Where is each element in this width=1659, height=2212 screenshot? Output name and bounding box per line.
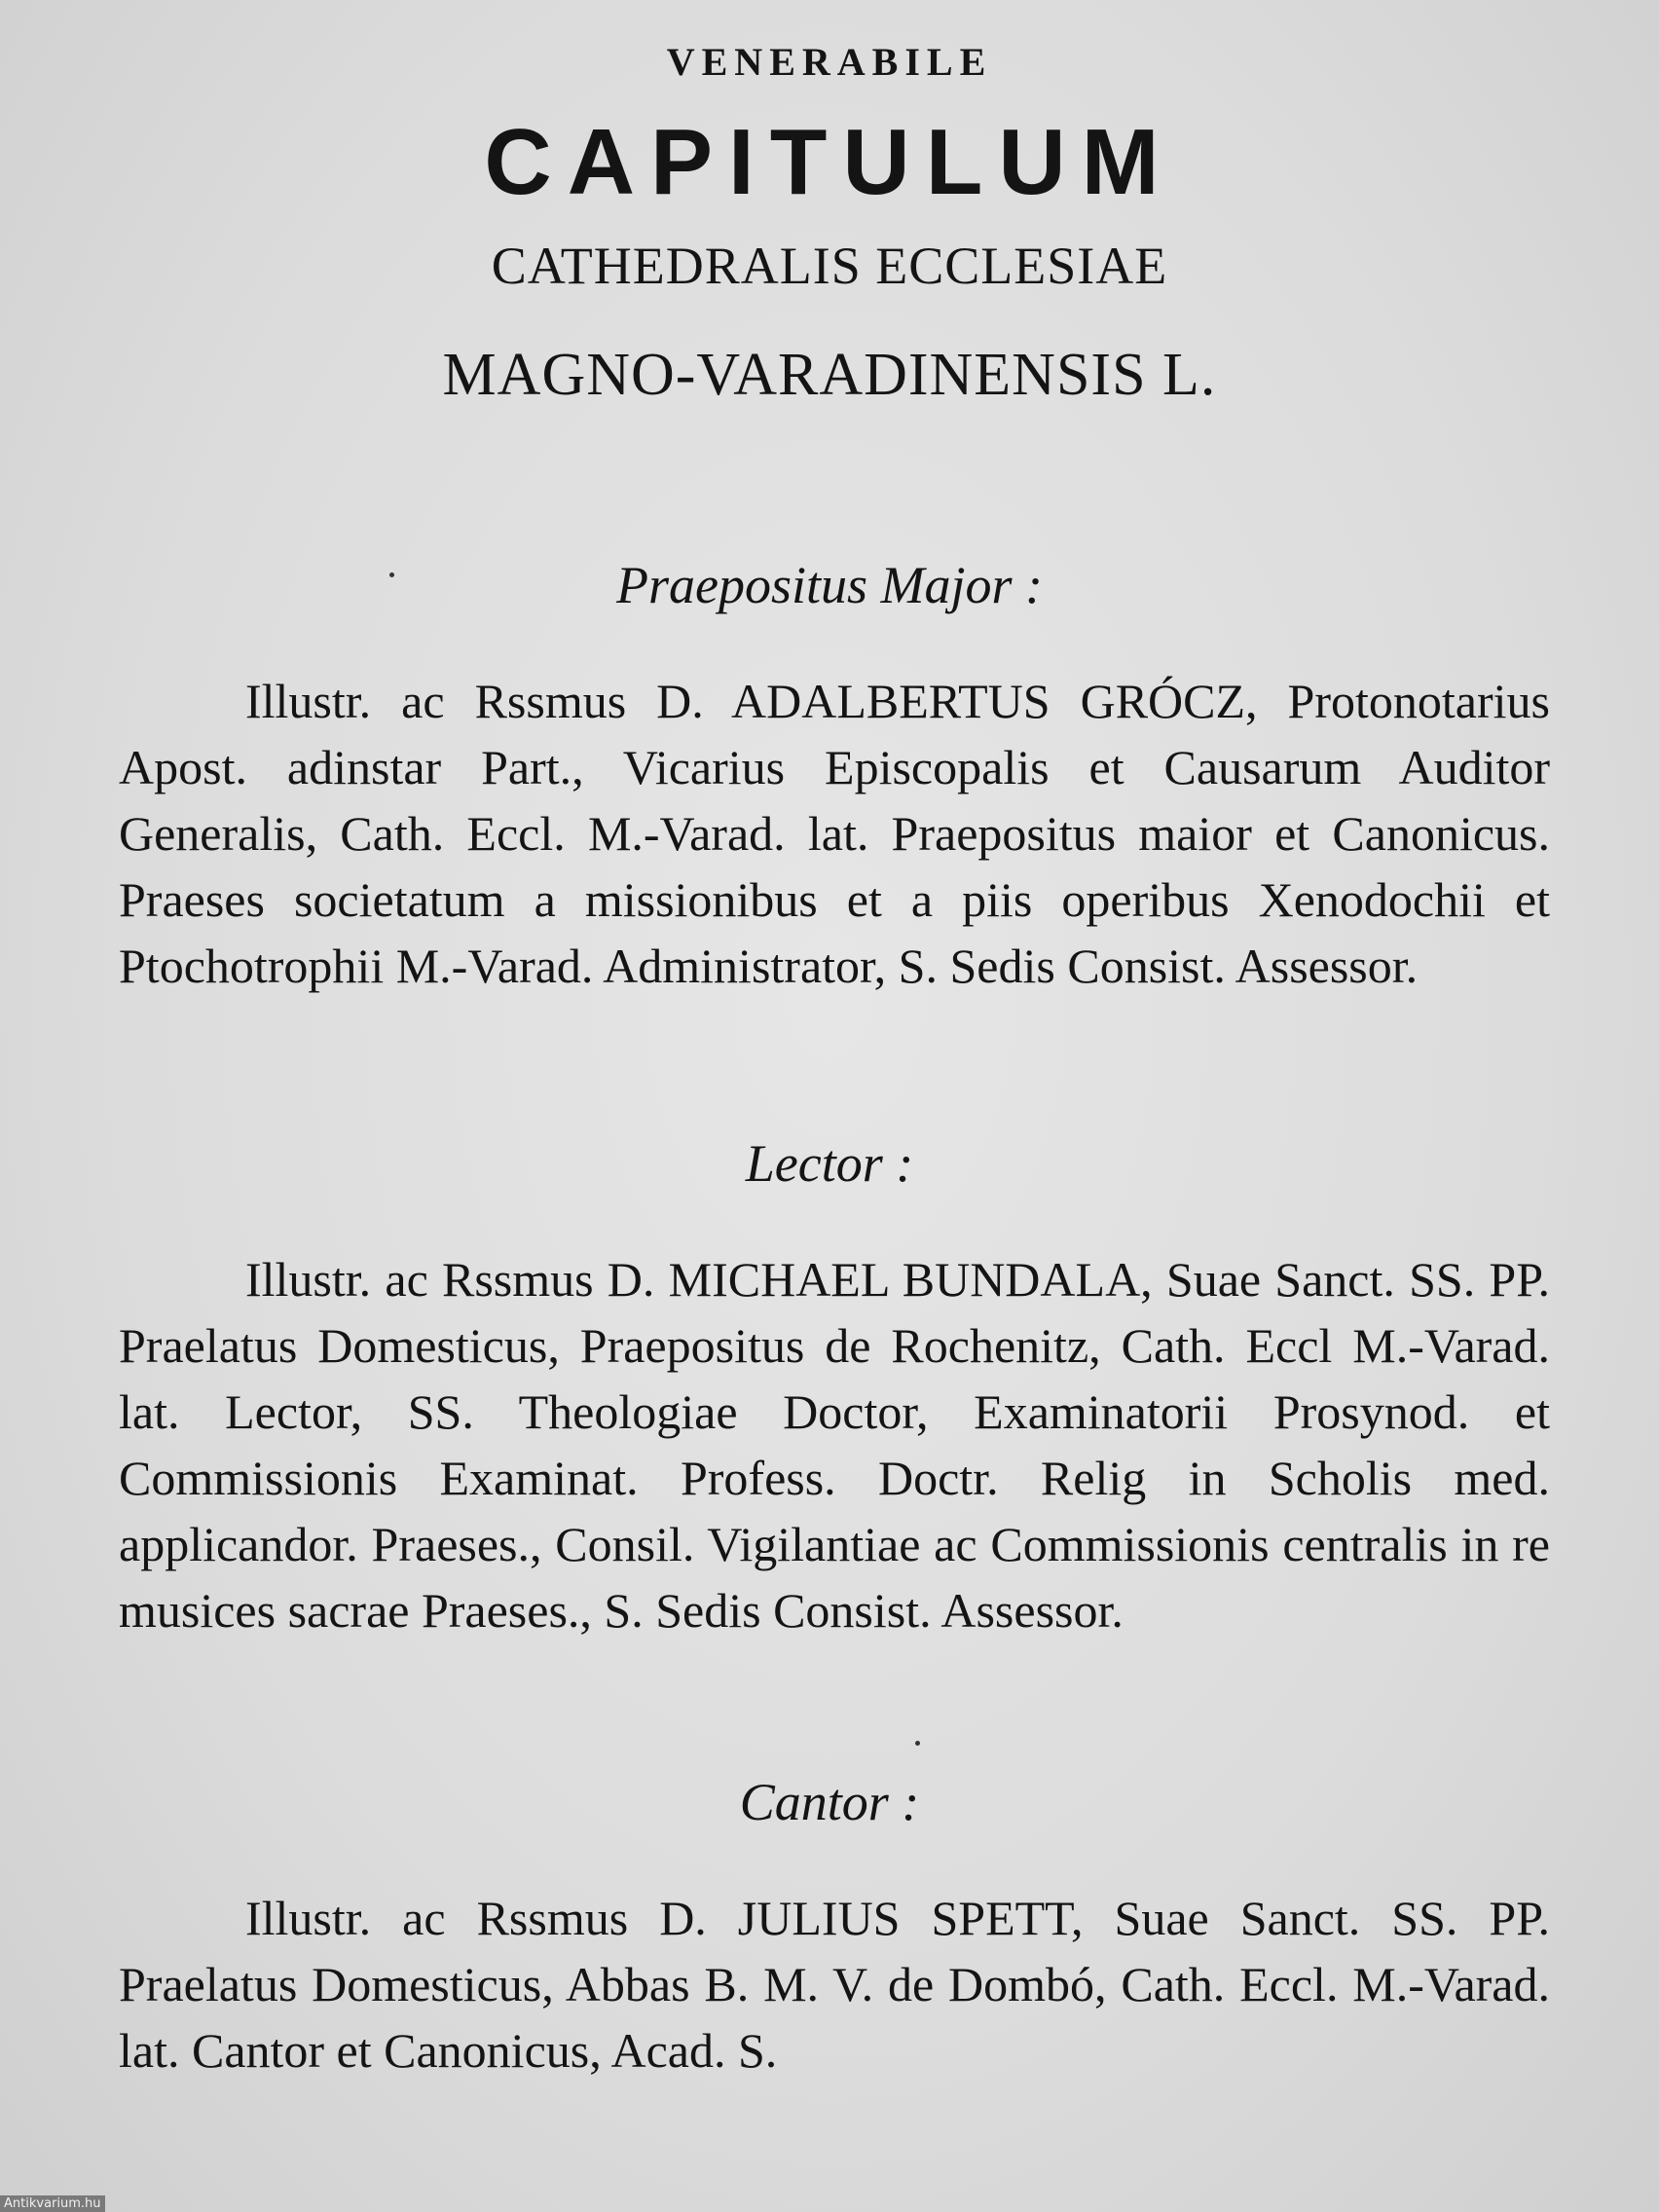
header-magno-varadinensis: MAGNO-VARADINENSIS L. [442, 342, 1217, 408]
header-cathedralis: CATHEDRALIS ECCLESIAE [491, 237, 1168, 295]
section-body-praepositus: Illustr. ac Rssmus D. ADALBERTUS GRÓCZ, Protonotarius Apost. adinstar Part., Vicarius Episcopalis et Causarum Auditor Generalis, Cath. Eccl. M.-Varad. lat. Praepositus maior et Canonicus. Praeses societatum a missionibus et a piis operibus Xenodochii et Ptochotrophii M.-Varad. Administrator, S. Sedis Consist. Assessor. [119, 674, 1550, 993]
header-venerabile: VENERABILE [666, 40, 993, 84]
section-title-praepositus: Praepositus Major : [616, 556, 1043, 614]
section-title-cantor: Cantor : [739, 1773, 920, 1831]
section-body-cantor: Illustr. ac Rssmus D. JULIUS SPETT, Suae Sanct. SS. PP. Praelatus Domesticus, Abbas B. M. V. de Dombó, Cath. Eccl. M.-Varad. lat. Cantor et Canonicus, Acad. S. [119, 1891, 1550, 2078]
watermark: Antikvarium.hu [0, 2195, 105, 2212]
header-capitulum: CAPITULUM [484, 110, 1175, 214]
section-body-lector: Illustr. ac Rssmus D. MICHAEL BUNDALA, Suae Sanct. SS. PP. Praelatus Domesticus, Praepositus de Rochenitz, Cath. Eccl M.-Varad. lat. Lector, SS. Theologiae Doctor, Examinatorii Prosynod. et Commissionis Examinat. Profess. Doctr. Relig in Scholis med. applicandor. Praeses., Consil. Vigilantiae ac Commissionis centralis in re musices sacrae Praeses., S. Sedis Consist. Assessor. [119, 1252, 1550, 1638]
print-speck [915, 1741, 920, 1746]
section-title-lector: Lector : [745, 1134, 914, 1193]
